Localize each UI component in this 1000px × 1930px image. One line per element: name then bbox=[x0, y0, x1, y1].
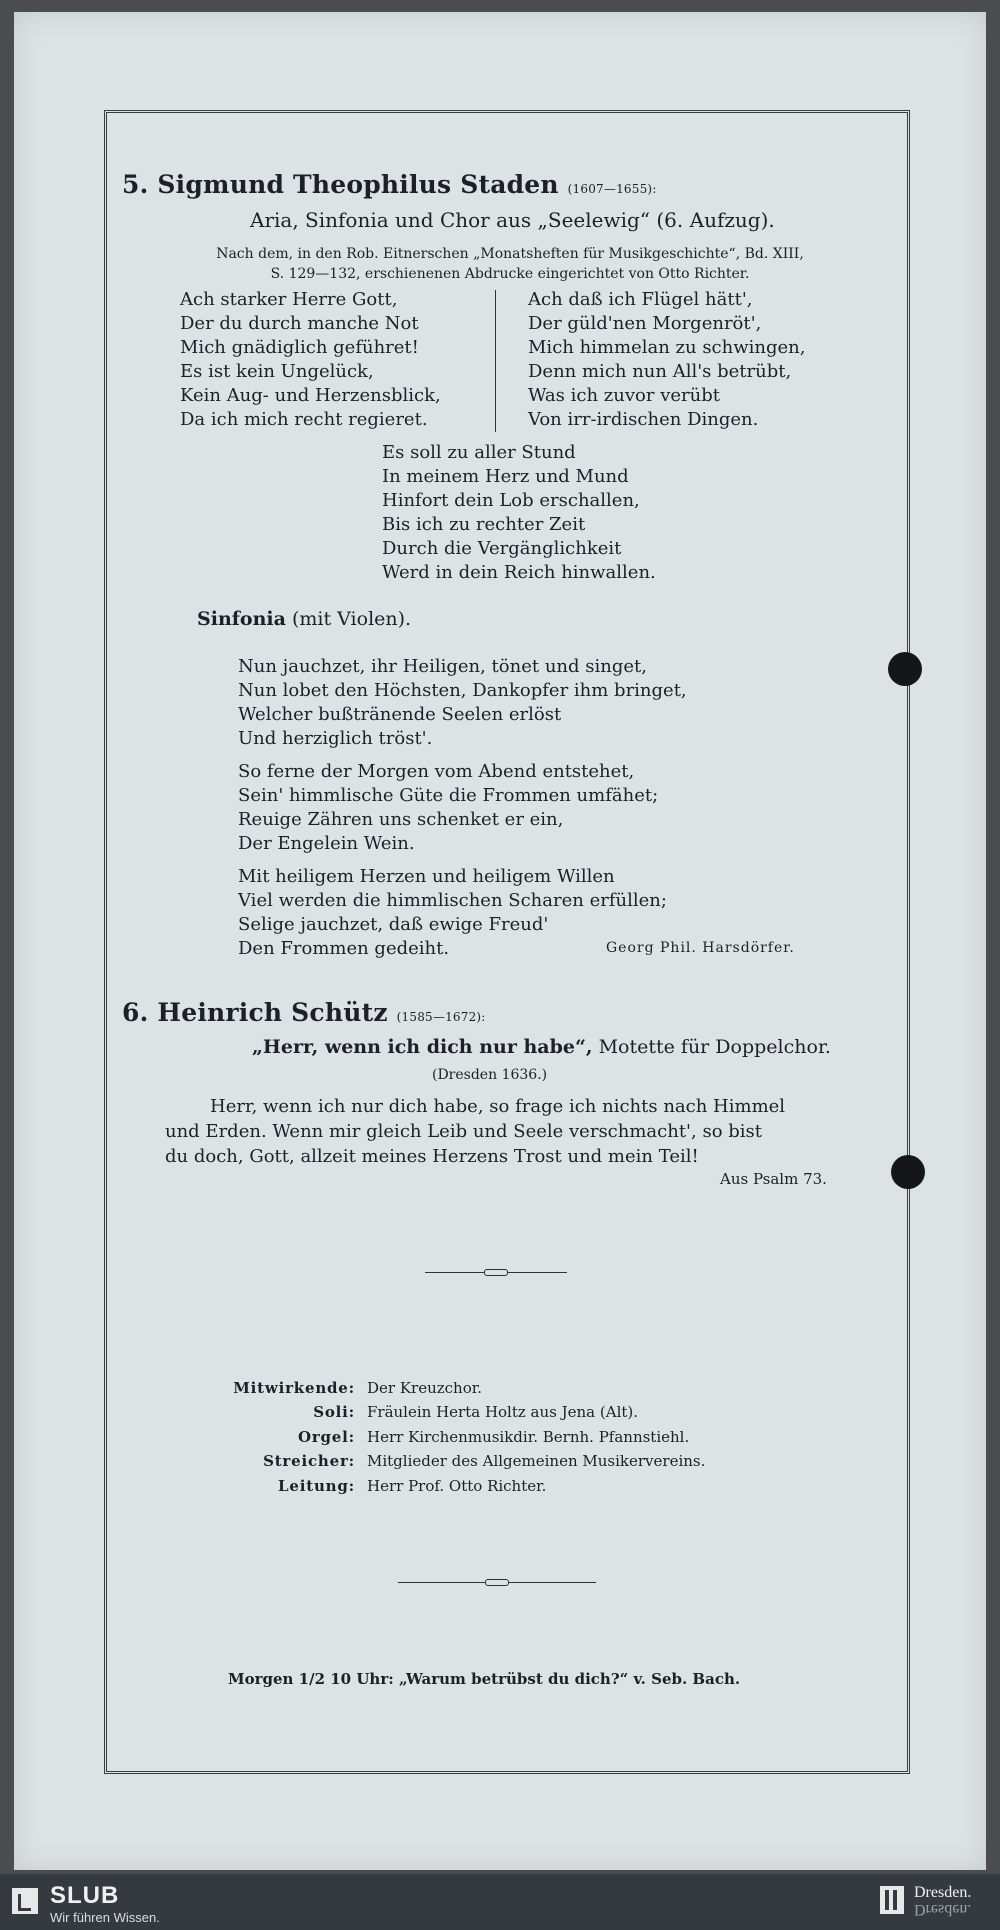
verse-line: Mit heiligem Herzen und heiligem Willen bbox=[238, 866, 615, 887]
dresden-name: Dresden. bbox=[914, 1884, 972, 1901]
section-5-dates: (1607—1655): bbox=[567, 182, 657, 196]
verse-line: Reuige Zähren uns schenket er ein, bbox=[238, 809, 564, 830]
chorus-stanza-2 bbox=[238, 760, 658, 856]
sinfonia-heading bbox=[197, 608, 411, 630]
section-6-composer: Heinrich Schütz bbox=[157, 998, 388, 1027]
aria-right-column bbox=[528, 288, 805, 432]
verse-line: Viel werden die himmlischen Scharen erfüllen; bbox=[238, 890, 667, 911]
text-line: Herr, wenn ich nur dich habe, so frage ich nichts nach Himmel bbox=[210, 1096, 786, 1117]
verse-line: Nun lobet den Höchsten, Dankopfer ihm bringet, bbox=[238, 680, 687, 701]
chorus-stanza-3 bbox=[238, 865, 667, 961]
credit-label: Soli: bbox=[313, 1403, 355, 1421]
verse-line: Hinfort dein Lob erschallen, bbox=[382, 490, 640, 511]
verse-line: Was ich zuvor verübt bbox=[528, 385, 720, 406]
slub-brand[interactable]: SLUB bbox=[50, 1882, 120, 1909]
verse-line: In meinem Herz und Mund bbox=[382, 466, 629, 487]
credit-value: Herr Prof. Otto Richter. bbox=[367, 1477, 547, 1495]
verse-line: Sein' himmlische Güte die Frommen umfähet; bbox=[238, 785, 659, 806]
verse-line: Kein Aug- und Herzensblick, bbox=[180, 385, 441, 406]
slub-logo-icon[interactable] bbox=[12, 1888, 38, 1914]
verse-line: Nun jauchzet, ihr Heiligen, tönet und singet, bbox=[238, 656, 647, 677]
slub-tagline: Wir führen Wissen. bbox=[50, 1910, 160, 1925]
verse-line: Da ich mich recht regieret. bbox=[180, 409, 428, 430]
verse-line: Der du durch manche Not bbox=[180, 313, 419, 334]
section-6-source: Aus Psalm 73. bbox=[720, 1170, 827, 1188]
credit-label: Streicher: bbox=[263, 1452, 355, 1470]
section-6-number: 6. bbox=[122, 998, 149, 1027]
section-6-dates: (1585—1672): bbox=[396, 1010, 486, 1024]
verse-line: Der güld'nen Morgenröt', bbox=[528, 313, 762, 334]
edition-note-line: Nach dem, in den Rob. Eitnerschen „Monatsheften für Musikgeschichte“, Bd. XIII, bbox=[216, 246, 804, 262]
verse-line: Den Frommen gedeiht. bbox=[238, 938, 450, 959]
credit-value: Fräulein Herta Holtz aus Jena (Alt). bbox=[367, 1403, 639, 1421]
credit-label: Mitwirkende: bbox=[233, 1379, 355, 1397]
chorus-stanza-1 bbox=[238, 655, 687, 751]
verse-line: Denn mich nun All's betrübt, bbox=[528, 361, 792, 382]
verse-line: Der Engelein Wein. bbox=[238, 833, 415, 854]
column-divider bbox=[495, 290, 496, 432]
text-line: und Erden. Wenn mir gleich Leib und Seele verschmacht', so bist bbox=[165, 1121, 762, 1142]
verse-line: Werd in dein Reich hinwallen. bbox=[382, 562, 656, 583]
section-6-place: (Dresden 1636.) bbox=[432, 1067, 548, 1083]
credit-label: Orgel: bbox=[297, 1428, 355, 1446]
edition-note-line: S. 129—132, erschienenen Abdrucke eingerichtet von Otto Richter. bbox=[270, 266, 750, 282]
verse-line: Es ist kein Ungelück, bbox=[180, 361, 374, 382]
verse-line: Welcher bußtränende Seelen erlöst bbox=[238, 704, 562, 725]
credit-value: Herr Kirchenmusikdir. Bernh. Pfannstiehl. bbox=[367, 1428, 690, 1446]
sinfonia-label: Sinfonia bbox=[197, 608, 286, 630]
section-6-heading bbox=[122, 998, 486, 1027]
credit-label: Leitung: bbox=[278, 1477, 355, 1495]
divider-ornament bbox=[484, 1269, 508, 1276]
text-line: du doch, Gott, allzeit meines Herzens Trost und mein Teil! bbox=[165, 1146, 699, 1167]
aria-center-stanza bbox=[382, 441, 656, 585]
dresden-wordmark[interactable] bbox=[914, 1884, 971, 1918]
verse-line: Ach daß ich Flügel hätt', bbox=[528, 289, 753, 310]
section-6-work-bold: „Herr, wenn ich dich nur habe“, bbox=[252, 1036, 593, 1058]
dresden-name-reflection: Dresden. bbox=[914, 1901, 972, 1918]
verse-line: Mich himmelan zu schwingen, bbox=[528, 337, 806, 358]
verse-line: Und herziglich tröst'. bbox=[238, 728, 433, 749]
poet-credit: Georg Phil. Harsdörfer. bbox=[606, 940, 795, 956]
divider-ornament bbox=[485, 1579, 509, 1586]
sinfonia-suffix: (mit Violen). bbox=[285, 608, 412, 630]
verse-line: Ach starker Herre Gott, bbox=[180, 289, 398, 310]
verse-line: Mich gnädiglich geführet! bbox=[180, 337, 419, 358]
section-5-heading bbox=[122, 170, 657, 199]
section-5-number: 5. bbox=[122, 170, 149, 199]
verse-line: Es soll zu aller Stund bbox=[382, 442, 576, 463]
section-6-work-title bbox=[252, 1036, 831, 1058]
verse-line: So ferne der Morgen vom Abend entstehet, bbox=[238, 761, 635, 782]
next-concert-announcement: Morgen 1/2 10 Uhr: „Warum betrübst du dich?“ v. Seb. Bach. bbox=[228, 1670, 741, 1688]
section-5-composer: Sigmund Theophilus Staden bbox=[157, 170, 559, 199]
aria-left-column bbox=[180, 288, 441, 432]
credit-value: Mitglieder des Allgemeinen Musikervereins. bbox=[367, 1452, 706, 1470]
verse-line: Durch die Vergänglichkeit bbox=[382, 538, 622, 559]
credit-value: Der Kreuzchor. bbox=[367, 1379, 483, 1397]
section-5-work-title: Aria, Sinfonia und Chor aus „Seelewig“ (6. Aufzug). bbox=[250, 208, 775, 232]
section-6-work-rest: Motette für Doppelchor. bbox=[592, 1036, 831, 1058]
section-5-edition-note bbox=[150, 244, 870, 284]
verse-line: Bis ich zu rechter Zeit bbox=[382, 514, 586, 535]
punch-hole-bottom bbox=[891, 1155, 925, 1189]
section-6-text bbox=[165, 1094, 785, 1169]
punch-hole-top bbox=[888, 652, 922, 686]
verse-line: Von irr-irdischen Dingen. bbox=[528, 409, 759, 430]
footer-bar bbox=[0, 1874, 1000, 1930]
verse-line: Selige jauchzet, daß ewige Freud' bbox=[238, 914, 549, 935]
dresden-crest-icon[interactable] bbox=[880, 1886, 904, 1914]
